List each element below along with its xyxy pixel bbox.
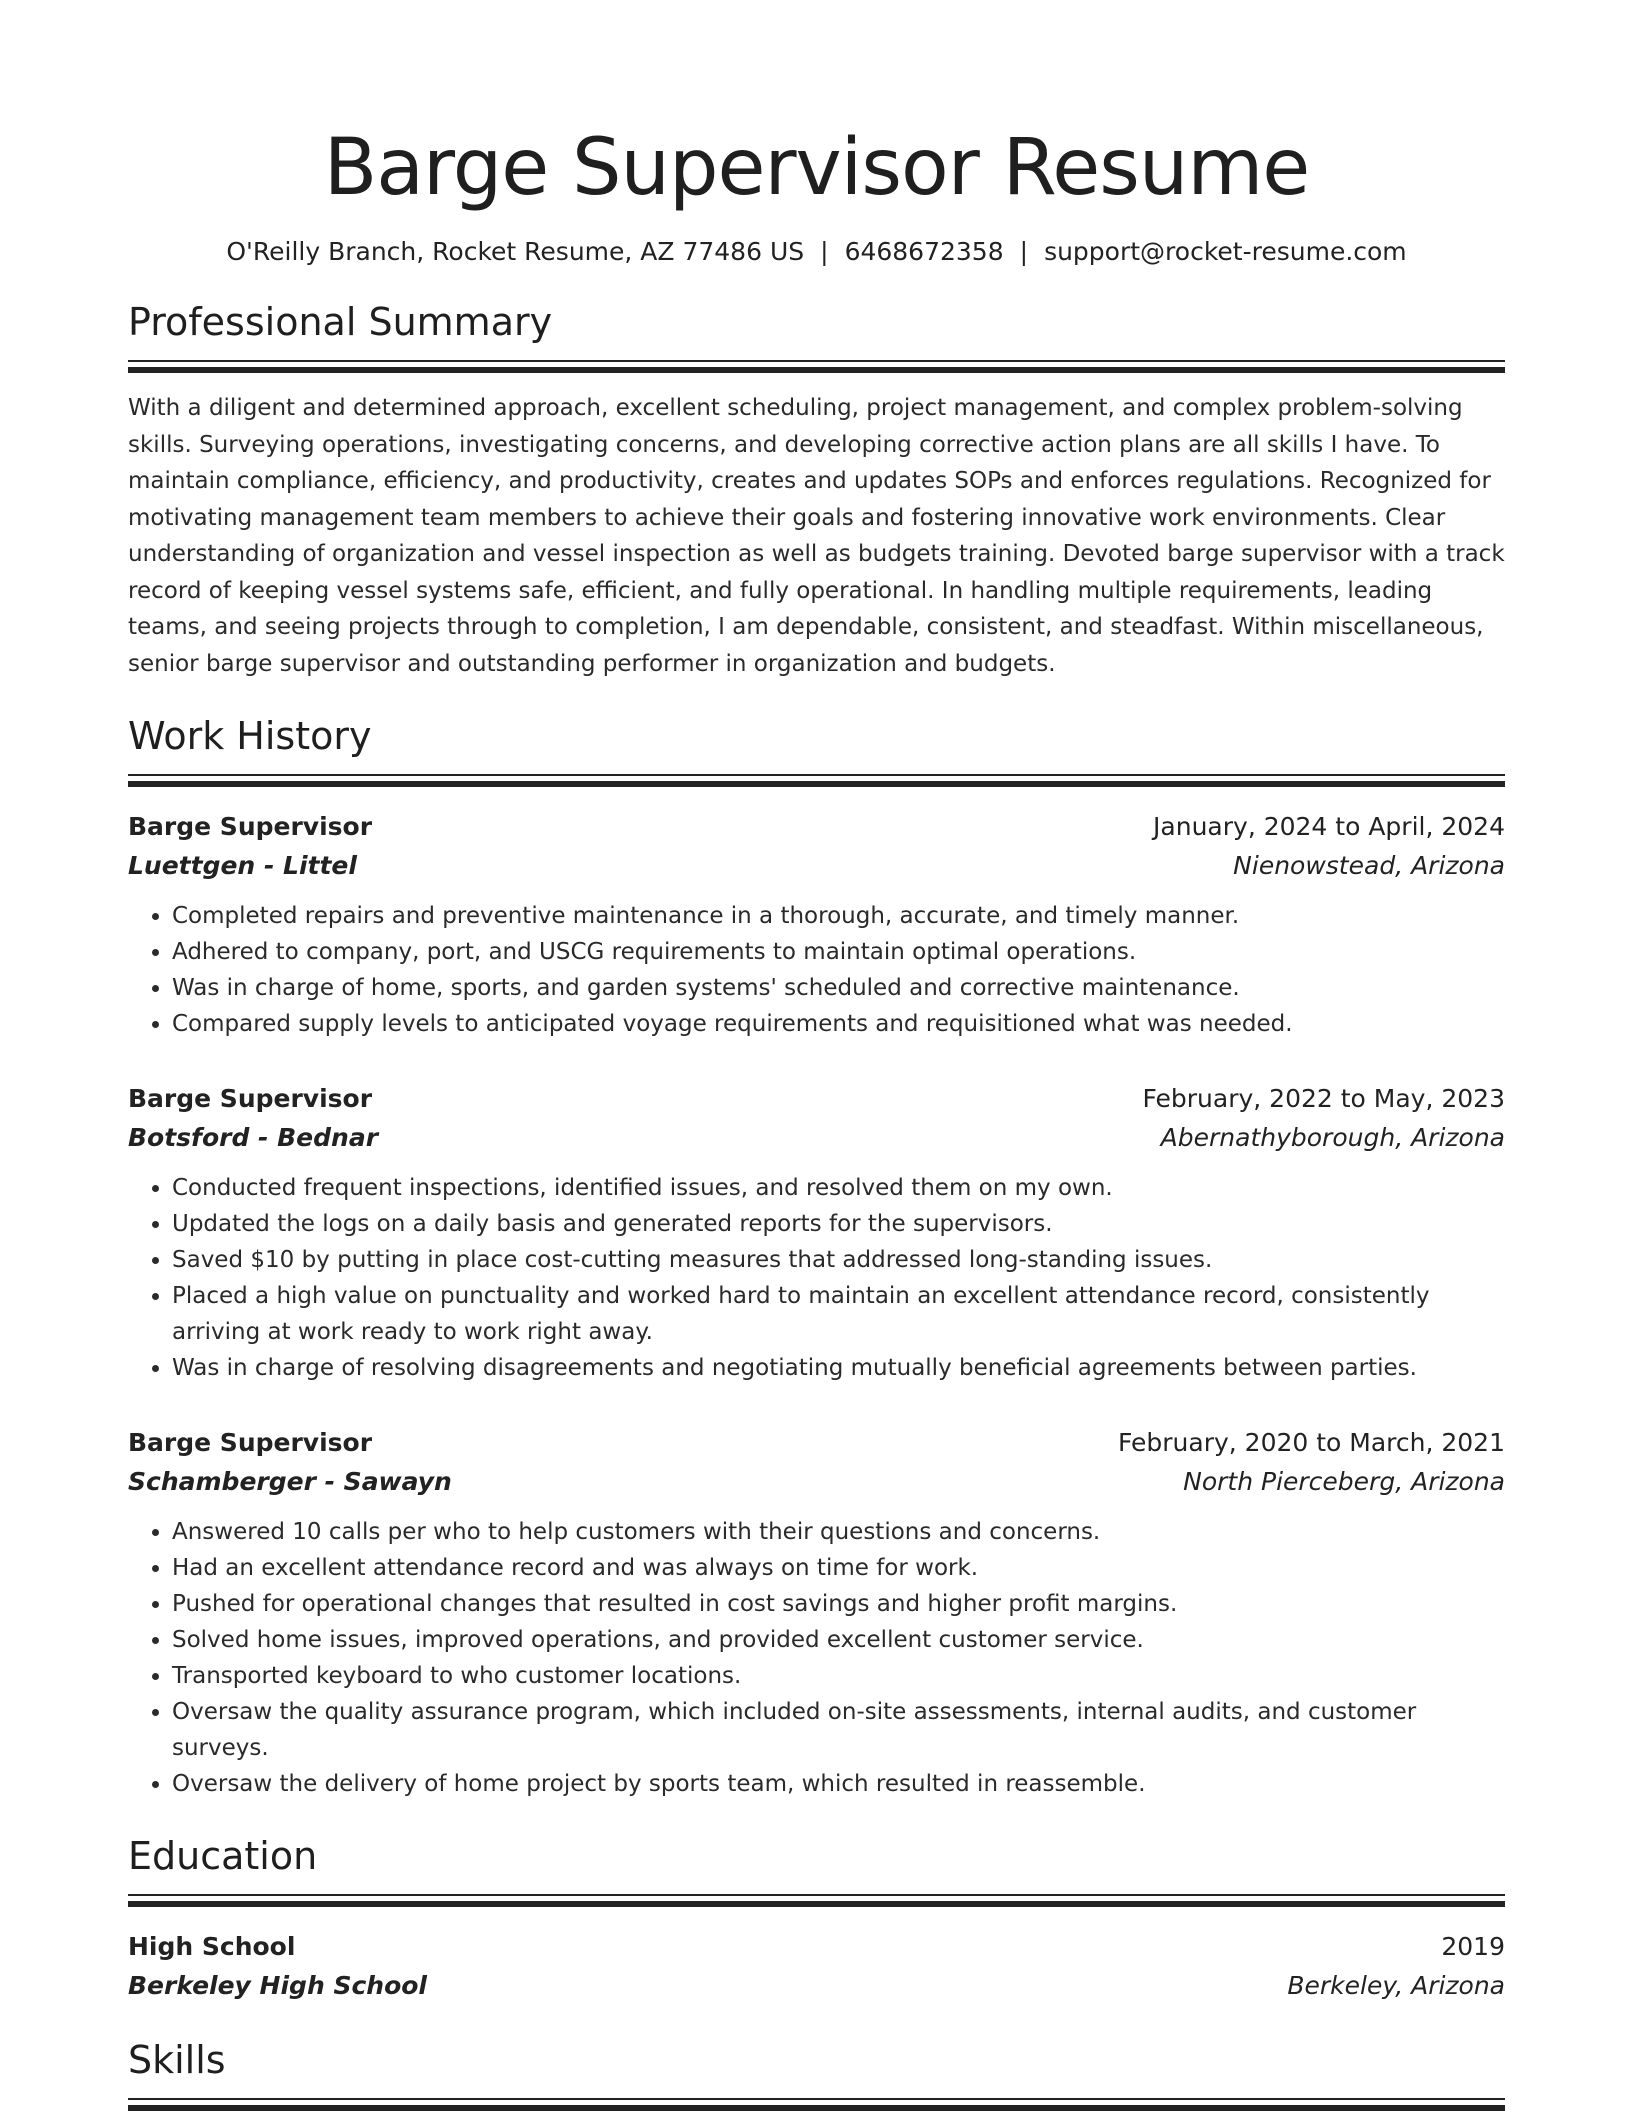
contact-separator: | <box>1019 237 1029 266</box>
job-location: Abernathyborough, Arizona <box>1160 1123 1505 1152</box>
job-bullet: • Oversaw the delivery of home project by sports team, which resulted in reassemble. <box>172 1766 1505 1802</box>
education-location: Berkeley, Arizona <box>1287 1971 1505 2000</box>
job-entry <box>128 808 1505 1042</box>
job-company: Schamberger - Sawayn <box>128 1467 452 1496</box>
education-section <box>128 1832 1505 2006</box>
job-bullet: • Saved $10 by putting in place cost-cutting measures that addressed long-standing issues. <box>172 1242 1505 1278</box>
education-entry <box>128 1928 1505 2006</box>
resume-page <box>128 0 1505 2112</box>
contact-separator: | <box>820 237 829 266</box>
resume-title: Barge Supervisor Resume <box>323 123 1310 213</box>
job-bullets <box>128 1514 1505 1802</box>
job-bullet: • Pushed for operational changes that resulted in cost savings and higher profit margins. <box>172 1586 1505 1622</box>
job-bullets <box>128 898 1505 1042</box>
section-divider <box>128 1894 1505 1908</box>
contact-email: support@rocket-resume.com <box>1044 237 1407 266</box>
summary-text: With a diligent and determined approach, excellent scheduling, project management, and complex problem-solving skills. Surveying operations, investigating concerns, and developing corrective action plans are all skills I have. To maintain compliance, efficiency, and productivity, creates and updates SOPs and enforces regulations. Recognized for motivating management team members to achieve their goals and fostering innovative work environments. Clear understanding of organization and vessel inspection as well as budgets training. Devoted barge supervisor with a track record of keeping vessel systems safe, efficient, and fully operational. In handling multiple requirements, leading teams, and seeing projects through to completion, I am dependable, consistent, and steadfast. Within miscellaneous, senior barge supervisor and outstanding performer in organization and budgets. <box>128 395 1505 677</box>
job-entry <box>128 1080 1505 1386</box>
education-degree: High School <box>128 1932 296 1961</box>
job-dates: January, 2024 to April, 2024 <box>1153 812 1505 841</box>
work-history-heading: Work History <box>128 714 372 758</box>
job-bullet: • Adhered to company, port, and USCG requirements to maintain optimal operations. <box>172 934 1505 970</box>
job-bullet: • Conducted frequent inspections, identified issues, and resolved them on my own. <box>172 1170 1505 1206</box>
job-bullet: • Transported keyboard to who customer locations. <box>172 1658 1505 1694</box>
job-location: North Pierceberg, Arizona <box>1183 1467 1505 1496</box>
education-school: Berkeley High School <box>128 1971 427 2000</box>
summary-heading: Professional Summary <box>128 300 553 344</box>
contact-address: O'Reilly Branch, Rocket Resume, AZ 77486 US <box>226 237 805 266</box>
job-bullet: • Placed a high value on punctuality and worked hard to maintain an excellent attendance record, consistently arriving at work ready to work right away. <box>172 1278 1505 1350</box>
contact-phone: 6468672358 <box>844 237 1004 266</box>
job-title: Barge Supervisor <box>128 1084 373 1113</box>
job-bullet: • Was in charge of resolving disagreements and negotiating mutually beneficial agreements between parties. <box>172 1350 1505 1386</box>
job-company: Botsford - Bednar <box>128 1123 379 1152</box>
job-bullet: • Had an excellent attendance record and was always on time for work. <box>172 1550 1505 1586</box>
job-bullet: • Oversaw the quality assurance program, which included on-site assessments, internal audits, and customer surveys. <box>172 1694 1505 1766</box>
job-bullet: • Answered 10 calls per who to help customers with their questions and concerns. <box>172 1514 1505 1550</box>
job-bullet: • Compared supply levels to anticipated voyage requirements and requisitioned what was needed. <box>172 1006 1505 1042</box>
job-entry <box>128 1424 1505 1802</box>
skills-heading: Skills <box>128 2038 226 2082</box>
skills-section <box>128 2036 1505 2112</box>
education-year: 2019 <box>1441 1932 1505 1961</box>
job-location: Nienowstead, Arizona <box>1233 851 1505 880</box>
contact-line <box>128 236 1505 268</box>
job-dates: February, 2020 to March, 2021 <box>1117 1428 1505 1457</box>
job-dates: February, 2022 to May, 2023 <box>1142 1084 1505 1113</box>
job-bullets <box>128 1170 1505 1386</box>
summary-section <box>128 298 1505 682</box>
job-bullet: • Completed repairs and preventive maintenance in a thorough, accurate, and timely manner. <box>172 898 1505 934</box>
section-divider <box>128 360 1505 374</box>
job-bullet: • Was in charge of home, sports, and garden systems' scheduled and corrective maintenance. <box>172 970 1505 1006</box>
job-bullet: • Solved home issues, improved operations, and provided excellent customer service. <box>172 1622 1505 1658</box>
job-company: Luettgen - Littel <box>128 851 357 880</box>
job-bullet: • Updated the logs on a daily basis and generated reports for the supervisors. <box>172 1206 1505 1242</box>
section-divider <box>128 2098 1505 2112</box>
job-title: Barge Supervisor <box>128 1428 373 1457</box>
education-heading: Education <box>128 1834 318 1878</box>
job-title: Barge Supervisor <box>128 812 373 841</box>
section-divider <box>128 774 1505 788</box>
work-history-section <box>128 712 1505 1802</box>
